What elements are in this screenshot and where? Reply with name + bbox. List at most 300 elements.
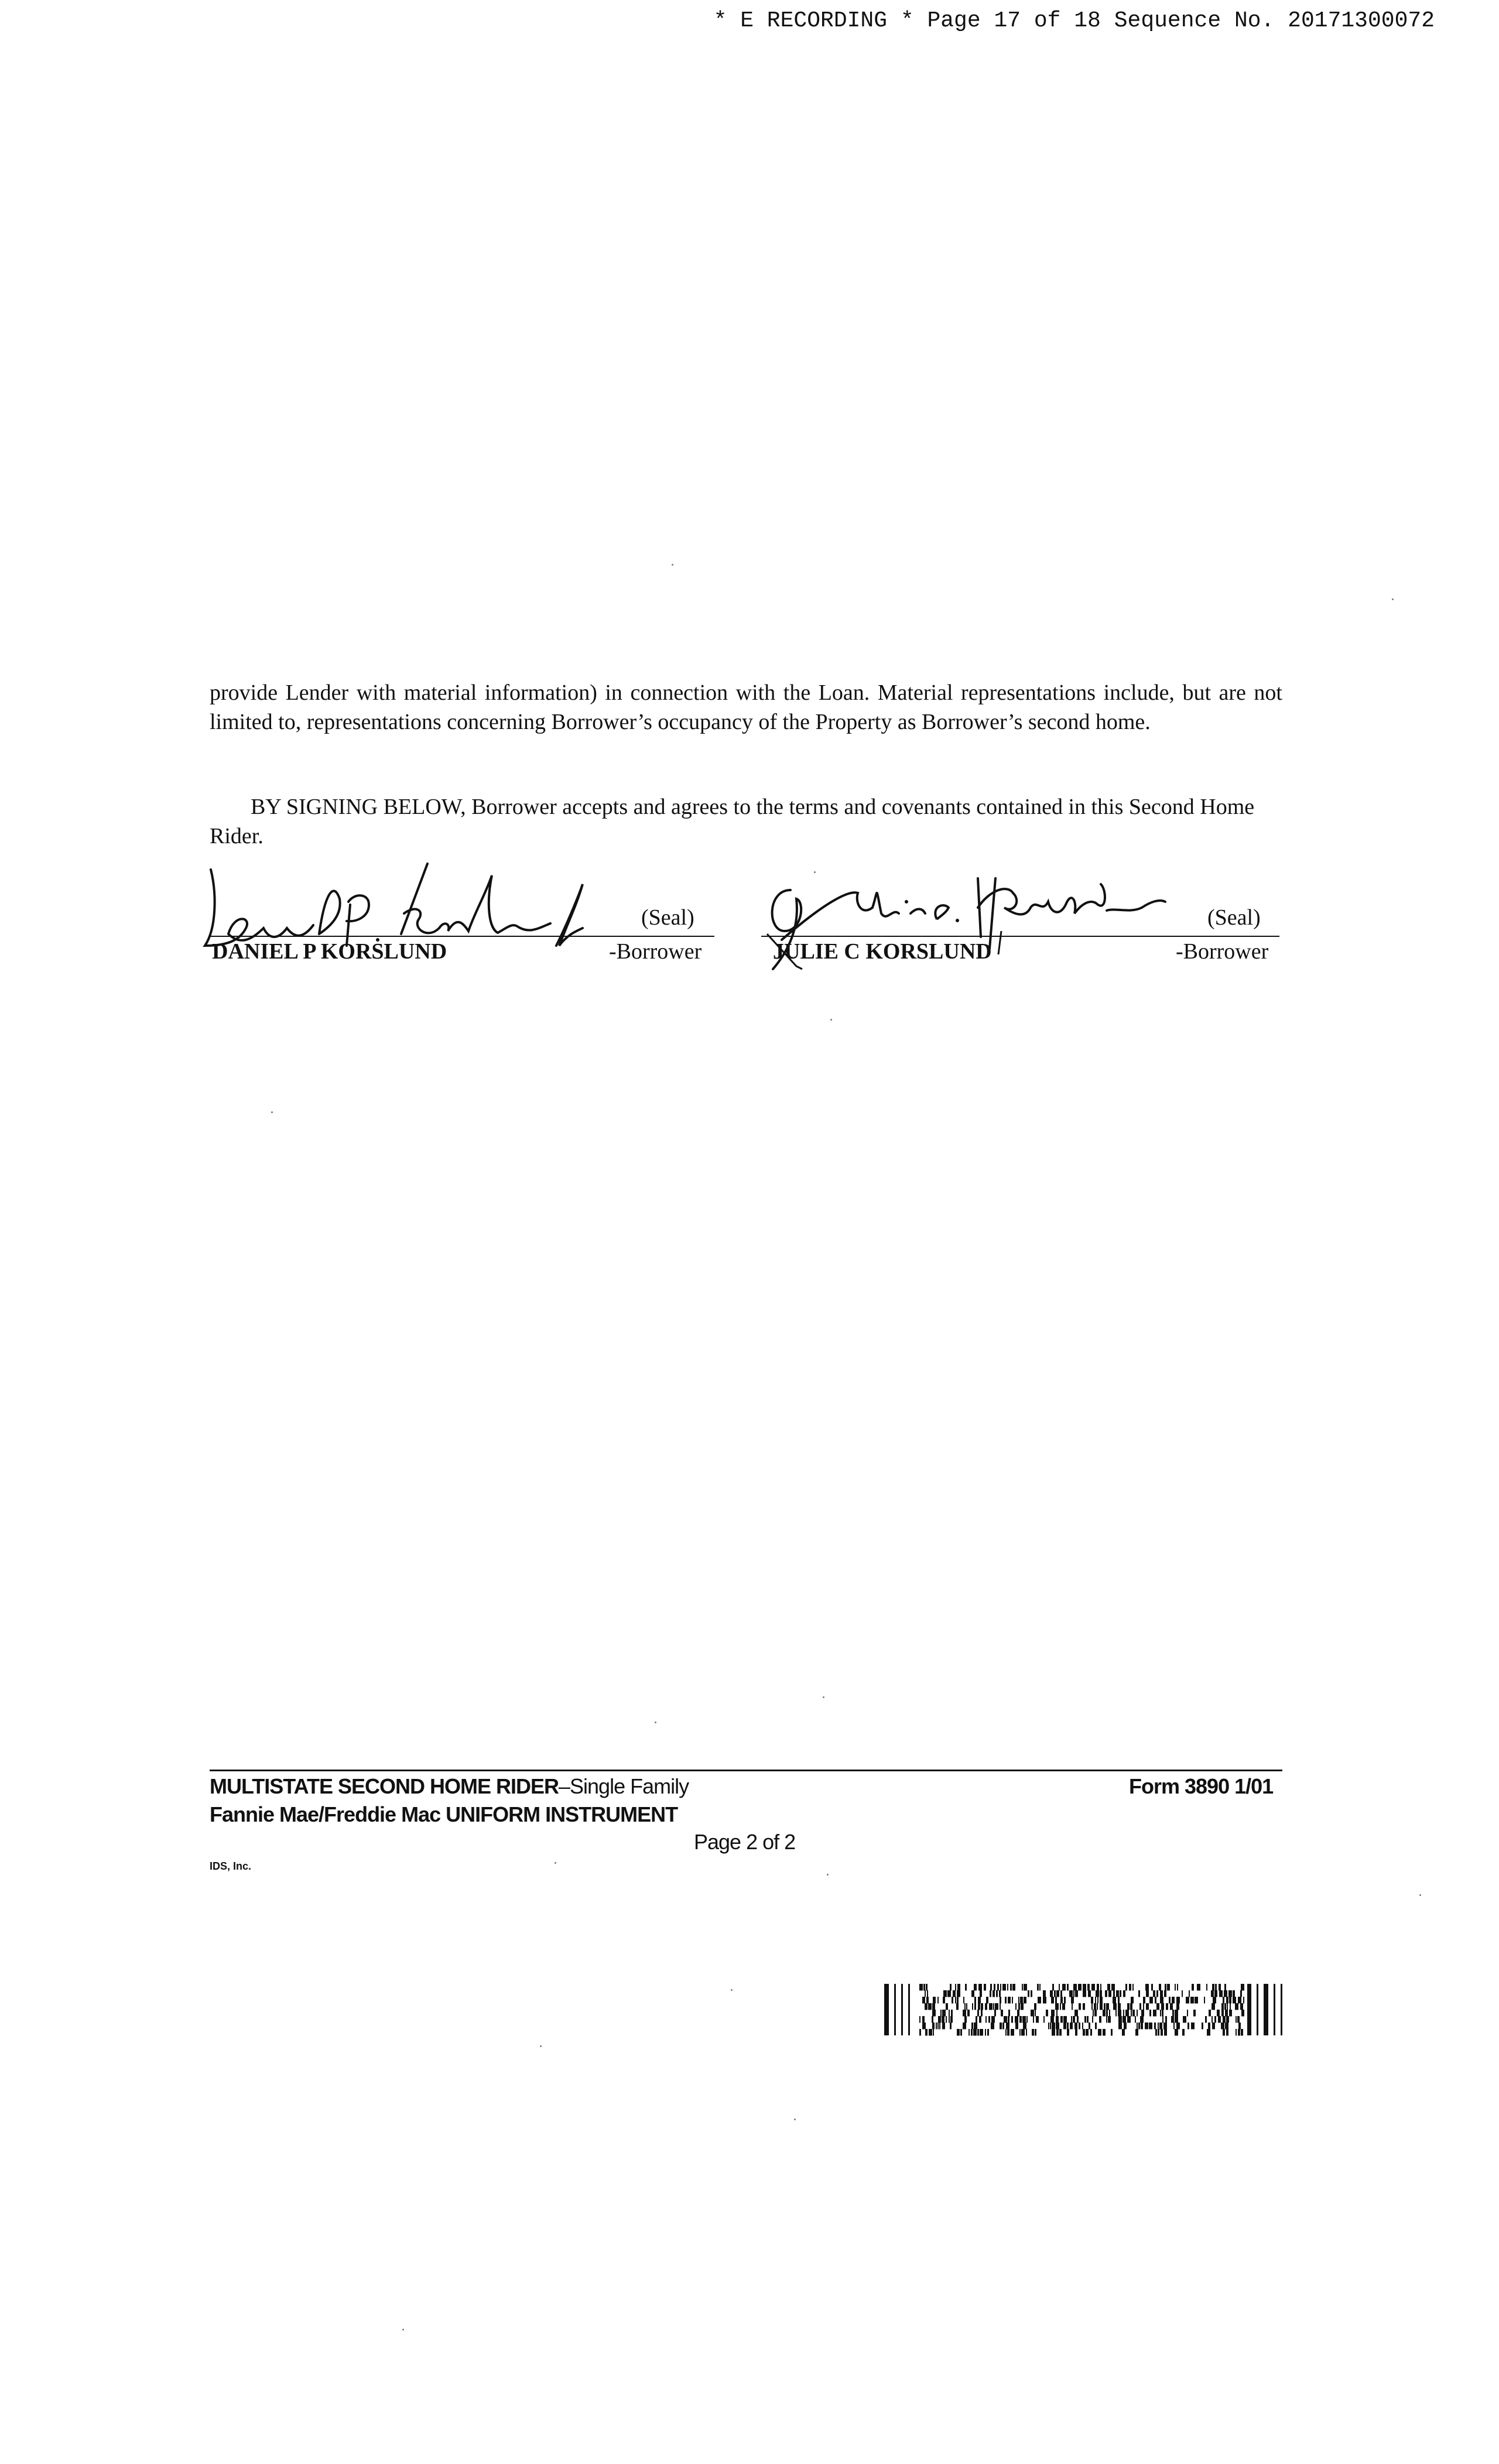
barcode-module: [963, 1997, 964, 2004]
barcode-module: [963, 2022, 966, 2030]
scan-speck: [672, 564, 673, 566]
barcode-module: [1028, 1990, 1029, 1997]
barcode-module: [1116, 1990, 1119, 1997]
barcode-module: [1175, 1984, 1176, 1991]
barcode-module: [1018, 2003, 1020, 2010]
scan-speck: [731, 1989, 733, 1991]
barcode-module: [981, 2010, 983, 2017]
barcode-module: [1212, 2022, 1215, 2030]
barcode-module: [1130, 2003, 1132, 2010]
barcode-module: [994, 2010, 996, 2017]
barcode-module: [925, 1990, 926, 1997]
barcode-module: [933, 1997, 936, 2004]
barcode-module: [1074, 2010, 1078, 2017]
barcode-module: [1052, 2022, 1055, 2030]
barcode-module: [1240, 2003, 1243, 2010]
barcode-module: [1241, 2029, 1243, 2036]
barcode-module: [953, 1990, 956, 1997]
barcode-module: [1073, 1984, 1077, 1991]
barcode-module: [971, 1990, 974, 1997]
barcode-module: [1091, 1997, 1093, 2004]
barcode-module: [1233, 1997, 1236, 2004]
barcode-module: [1241, 2010, 1244, 2017]
barcode-module: [996, 1990, 998, 1997]
barcode-module: [981, 2003, 983, 2010]
barcode-module: [1224, 1984, 1226, 1991]
barcode-module: [1145, 2022, 1148, 2030]
barcode-module: [957, 1997, 959, 2004]
barcode-module: [919, 1984, 923, 1991]
scan-speck: [814, 871, 816, 873]
barcode-module: [1155, 2029, 1157, 2036]
barcode-module: [1051, 1997, 1054, 2004]
page-number: Page 2 of 2: [694, 1830, 796, 1854]
barcode-module: [980, 1990, 982, 1997]
barcode-module: [964, 2016, 967, 2023]
barcode-module: [1093, 2010, 1094, 2017]
barcode-module: [952, 1997, 953, 2004]
barcode-module: [1007, 2029, 1009, 2036]
barcode-module: [1060, 1990, 1062, 1997]
footer-rule: [210, 1770, 1282, 1771]
barcode-module: [922, 1997, 925, 2004]
barcode-module: [928, 2003, 932, 2010]
barcode-module: [1062, 1984, 1066, 1991]
barcode-module: [1175, 2016, 1178, 2023]
barcode-module: [1071, 2016, 1072, 2023]
barcode-module: [1240, 1990, 1242, 1997]
barcode-module: [1158, 2022, 1159, 2030]
barcode-module: [963, 2010, 966, 2017]
barcode-module: [1135, 2016, 1136, 2023]
barcode-module: [949, 2016, 950, 2023]
barcode-module: [1023, 2022, 1026, 2030]
barcode-module: [1160, 1997, 1163, 2004]
barcode-module: [984, 1984, 986, 1991]
barcode-module: [1113, 1997, 1116, 2004]
barcode-module: [974, 2022, 977, 2030]
barcode-module: [1000, 2022, 1002, 2030]
barcode-module: [1077, 2016, 1079, 2023]
body-paragraph-2: BY SIGNING BELOW, Borrower accepts and agrees to the terms and covenants contained in this Second Home Rider.: [210, 795, 1255, 848]
barcode-module: [1056, 1990, 1059, 1997]
barcode-module: [1149, 1997, 1153, 2004]
barcode-module: [1011, 2016, 1013, 2023]
barcode-module: [957, 2029, 960, 2036]
barcode-module: [929, 2029, 932, 2036]
barcode-module: [1146, 1990, 1149, 1997]
barcode-module: [932, 2010, 936, 2017]
barcode-module: [985, 2003, 987, 2010]
barcode-module: [1120, 1990, 1121, 1997]
barcode-module: [1089, 2022, 1090, 2030]
barcode-module: [1189, 1990, 1190, 1997]
barcode-module: [1062, 2003, 1065, 2010]
barcode-module: [1031, 1990, 1032, 1997]
barcode-module: [1008, 1997, 1011, 2004]
barcode-module: [942, 2016, 944, 2023]
barcode-module: [1000, 1997, 1001, 2004]
barcode-module: [1088, 1990, 1091, 1997]
barcode-module: [978, 1984, 982, 1991]
barcode-module: [936, 2022, 937, 2030]
barcode-module: [1109, 2010, 1110, 2017]
barcode-module: [1064, 1997, 1066, 2004]
barcode-module: [919, 2016, 920, 2023]
scan-speck: [655, 1722, 656, 1723]
barcode-module: [1019, 2016, 1022, 2023]
barcode-module: [1171, 2016, 1174, 2023]
barcode-module: [1137, 2022, 1138, 2030]
barcode-module: [1131, 2010, 1132, 2017]
barcode-module: [974, 1984, 977, 1991]
barcode-module: [1159, 2022, 1162, 2030]
barcode-module: [1122, 2029, 1125, 2036]
barcode-module: [977, 2029, 979, 2036]
barcode-module: [1122, 2016, 1126, 2023]
barcode-module: [1043, 1997, 1046, 2004]
barcode-module: [1071, 1997, 1074, 2004]
scan-speck: [1392, 598, 1394, 600]
barcode-module: [1084, 2016, 1086, 2023]
barcode-module: [926, 1997, 929, 2004]
barcode-module: [943, 1997, 945, 2004]
barcode-module: [987, 2029, 989, 2036]
barcode-module: [1172, 1997, 1175, 2004]
barcode-module: [1219, 1984, 1221, 1991]
barcode-module: [1070, 2022, 1073, 2030]
barcode-module: [1158, 2029, 1159, 2036]
barcode-module: [1004, 2016, 1007, 2023]
barcode-module: [995, 2003, 998, 2010]
barcode-module: [1026, 2016, 1028, 2023]
barcode-module: [1075, 2029, 1077, 2036]
barcode-module: [1187, 2022, 1189, 2030]
barcode-module: [1111, 1984, 1115, 1991]
barcode-module: [1131, 1997, 1134, 2004]
barcode-module: [1132, 2010, 1135, 2017]
barcode-module: [1236, 2029, 1237, 2036]
barcode-module: [1069, 1990, 1073, 1997]
barcode-module: [1225, 2022, 1228, 2030]
barcode-module: [1067, 2029, 1069, 2036]
barcode-module: [1123, 2010, 1124, 2017]
barcode-module: [937, 1997, 939, 2004]
barcode-module: [1034, 2003, 1036, 2010]
barcode-module: [1106, 2003, 1109, 2010]
barcode-module: [1124, 2022, 1127, 2030]
barcode-module: [942, 2022, 945, 2030]
barcode-module: [1137, 2010, 1138, 2017]
form-number: Form 3890 1/01: [1129, 1774, 1274, 1798]
barcode-module: [1264, 1984, 1268, 2035]
scan-speck: [555, 1862, 556, 1864]
signature-line-1: [210, 936, 714, 937]
barcode-module: [1149, 2022, 1152, 2030]
barcode-module: [1175, 2010, 1178, 2017]
borrower-name-2: JULIE C KORSLUND: [773, 939, 992, 964]
barcode-module: [940, 2010, 942, 2017]
barcode-module: [1086, 2029, 1089, 2036]
barcode-module: [967, 2010, 970, 2017]
barcode-module: [1035, 2029, 1036, 2036]
barcode-module: [1097, 2003, 1098, 2010]
signature-line-2: [761, 936, 1279, 937]
barcode-module: [1106, 2010, 1108, 2017]
barcode-module: [1141, 2010, 1144, 2017]
barcode-module: [1274, 1984, 1275, 2035]
barcode-module: [1214, 1990, 1217, 1997]
barcode-module: [1177, 1984, 1178, 1991]
barcode-module: [1105, 1990, 1107, 1997]
barcode-module: [977, 2010, 979, 2017]
borrower-role-2: -Borrower: [1176, 939, 1269, 964]
barcode-module: [1020, 1997, 1023, 2004]
barcode-module: [1035, 2010, 1036, 2017]
form-title: MULTISTATE SECOND HOME RIDER: [210, 1774, 559, 1798]
barcode-module: [1000, 2003, 1001, 2010]
barcode-module: [1000, 1984, 1001, 1991]
barcode-module: [1063, 2016, 1067, 2023]
barcode-module: [1063, 2022, 1066, 2030]
barcode-module: [1229, 2010, 1232, 2017]
barcode-module: [976, 2016, 977, 2023]
barcode-module: [1108, 1990, 1111, 1997]
barcode-module: [1005, 2029, 1007, 2036]
barcode-module: [932, 2003, 935, 2010]
barcode-module: [968, 2029, 970, 2036]
barcode-module: [1164, 1990, 1166, 1997]
barcode-module: [1175, 2029, 1178, 2036]
barcode-module: [1212, 1984, 1214, 1991]
barcode-module: [990, 1984, 992, 1991]
barcode-module: [1024, 1984, 1027, 1991]
barcode-module: [1056, 2010, 1057, 2017]
barcode-module: [1118, 2022, 1122, 2030]
barcode-module: [949, 2010, 950, 2017]
barcode-module: [939, 2022, 940, 2030]
barcode-module: [947, 1990, 951, 1997]
scan-speck: [271, 1111, 273, 1113]
barcode-module: [1163, 2022, 1167, 2030]
barcode-module: [1125, 2010, 1129, 2017]
barcode-module: [1031, 2010, 1034, 2017]
barcode-module: [1153, 1990, 1155, 1997]
seal-label-1: (Seal): [641, 905, 694, 930]
barcode-module: [1235, 2003, 1238, 2010]
barcode-module: [884, 1984, 889, 2035]
barcode-module: [1143, 1997, 1145, 2004]
barcode-module: [1226, 2029, 1228, 2036]
barcode-module: [1022, 1984, 1023, 1991]
barcode-module: [1098, 2029, 1101, 2036]
barcode-module: [1017, 2010, 1019, 2017]
barcode-module: [974, 1997, 976, 2004]
barcode-module: [1103, 2010, 1106, 2017]
barcode-module: [1050, 2016, 1054, 2023]
barcode-module: [989, 2003, 993, 2010]
barcode-module: [1156, 2003, 1159, 2010]
barcode-module: [986, 1997, 988, 2004]
barcode-module: [1146, 2003, 1149, 2010]
barcode-module: [1082, 2022, 1083, 2030]
barcode-module: [1021, 2029, 1025, 2036]
barcode-module: [985, 2016, 987, 2023]
barcode-module: [1211, 1990, 1214, 1997]
barcode-module: [919, 2029, 921, 2036]
barcode-module: [1176, 1997, 1180, 2004]
barcode-module: [1056, 2022, 1059, 2030]
barcode-module: [1039, 1984, 1041, 1991]
barcode-module: [1072, 2003, 1073, 2010]
barcode-module: [1127, 2016, 1131, 2023]
barcode-module: [932, 2016, 933, 2023]
barcode-module: [1182, 2029, 1185, 2036]
barcode-module: [1129, 1984, 1131, 1991]
barcode-module: [1162, 2016, 1163, 2023]
barcode-module: [991, 2016, 995, 2023]
barcode-module: [980, 2029, 983, 2036]
barcode-module: [1019, 2029, 1021, 2036]
barcode-module: [1226, 1997, 1228, 2004]
barcode-module: [938, 2016, 941, 2023]
barcode-module: [1083, 2029, 1085, 2036]
barcode-module: [1012, 1984, 1015, 1991]
barcode-module: [1006, 2022, 1009, 2030]
barcode-module: [1204, 1997, 1205, 2004]
barcode-module: [950, 2016, 953, 2023]
barcode-module: [1186, 1997, 1189, 2004]
barcode-module: [1052, 1984, 1054, 1991]
barcode-module: [1100, 1984, 1101, 1991]
barcode-module: [955, 1997, 956, 2004]
barcode-module: [1050, 2022, 1051, 2030]
barcode-module: [1099, 2016, 1101, 2023]
barcode-module: [1038, 1997, 1041, 2004]
barcode-module: [1167, 1984, 1170, 1991]
barcode-module: [1205, 2016, 1207, 2023]
barcode-module: [950, 2022, 952, 2030]
barcode-module: [1015, 2022, 1018, 2030]
vendor-label: IDS, Inc.: [210, 1860, 252, 1872]
barcode-module: [1238, 2022, 1241, 2030]
barcode-module: [1104, 2003, 1106, 2010]
barcode-module: [988, 2016, 990, 2023]
barcode-module: [1156, 1990, 1158, 1997]
barcode-module: [972, 2003, 973, 2010]
barcode-module: [1172, 2010, 1174, 2017]
barcode-module: [1060, 2016, 1063, 2023]
barcode-module: [1073, 2016, 1075, 2023]
barcode-module: [1067, 1984, 1069, 1991]
barcode-module: [922, 2022, 926, 2030]
barcode-module: [971, 2022, 973, 2030]
barcode-module: [1218, 2016, 1221, 2023]
barcode-module: [1051, 2010, 1055, 2017]
barcode-module: [1208, 2022, 1210, 2030]
barcode-module: [1060, 1997, 1063, 2004]
barcode-module: [955, 1984, 956, 1991]
barcode-module: [1187, 2010, 1188, 2017]
scan-speck: [830, 1019, 832, 1021]
barcode-module: [1214, 2016, 1216, 2023]
scan-speck: [827, 1874, 829, 1876]
barcode-module: [997, 1984, 999, 1991]
barcode-module: [1162, 2010, 1163, 2017]
barcode-module: [1257, 1984, 1258, 2035]
barcode-module: [1190, 1997, 1194, 2004]
barcode-module: [1211, 2016, 1213, 2023]
barcode-module: [1145, 1984, 1149, 1991]
barcode-module: [942, 2010, 946, 2017]
barcode-module: [978, 1997, 981, 2004]
scan-speck: [1419, 1894, 1421, 1896]
barcode-module: [1074, 2022, 1077, 2030]
barcode-module: [1182, 1990, 1183, 1997]
barcode-module: [1021, 2003, 1024, 2010]
barcode-module: [1211, 2003, 1215, 2010]
barcode-module: [1054, 1990, 1056, 1997]
barcode-module: [978, 2003, 980, 2010]
barcode-module: [1221, 2003, 1224, 2010]
barcode-module: [1052, 2029, 1055, 2036]
barcode-module: [1043, 1990, 1046, 1997]
barcode-module: [946, 2016, 947, 2023]
scan-speck: [794, 2119, 796, 2120]
barcode-module: [985, 2029, 986, 2036]
barcode-module: [1095, 2022, 1097, 2030]
barcode-module: [1094, 2003, 1096, 2010]
barcode-module: [1115, 2010, 1117, 2017]
barcode-module: [1154, 2022, 1156, 2030]
barcode-module: [1055, 2003, 1059, 2010]
barcode-module: [1103, 2029, 1106, 2036]
barcode-module: [1161, 2029, 1163, 2036]
seal-label-2: (Seal): [1207, 905, 1261, 930]
barcode-module: [908, 1984, 910, 2035]
scan-speck: [402, 2329, 404, 2330]
barcode-module: [1217, 2010, 1220, 2017]
barcode-module: [1230, 2003, 1231, 2010]
barcode-module: [974, 2003, 976, 2010]
barcode-module: [1161, 2003, 1164, 2010]
barcode-module: [1010, 1984, 1012, 1991]
barcode-module: [1092, 2016, 1093, 2023]
barcode-module: [1215, 1984, 1217, 1991]
barcode-module: [1141, 2022, 1143, 2030]
barcode-module: [994, 1984, 995, 1991]
barcode-module: [1169, 1997, 1171, 2004]
barcode-module: [1015, 2016, 1018, 2023]
barcode-module: [1238, 2029, 1240, 2036]
scan-speck: [823, 1696, 824, 1698]
barcode-module: [1050, 1990, 1053, 1997]
barcode-module: [1165, 2016, 1167, 2023]
barcode-module: [956, 2003, 959, 2010]
barcode-module: [1090, 2029, 1092, 2036]
barcode-module: [1083, 2003, 1085, 2010]
barcode-module: [1125, 1984, 1127, 1991]
form-title-line: [210, 1774, 689, 1799]
barcode-module: [973, 2029, 977, 2036]
barcode-module: [1164, 2029, 1167, 2036]
barcode-module: [957, 1984, 960, 1991]
barcode-module: [927, 1990, 928, 1997]
barcode-module: [1108, 2016, 1111, 2023]
barcode-module: [1224, 1990, 1227, 1997]
barcode-module: [1243, 1997, 1244, 2004]
barcode-module: [1067, 2022, 1069, 2030]
